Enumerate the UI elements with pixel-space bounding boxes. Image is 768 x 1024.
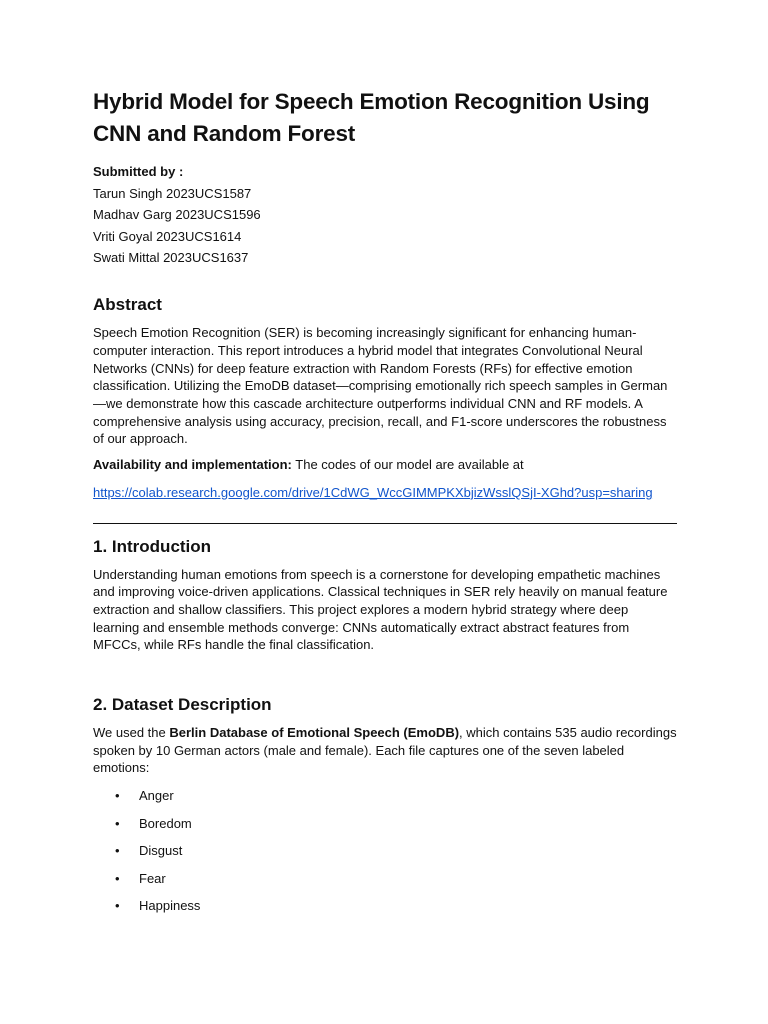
list-item <box>93 842 677 860</box>
bullet-icon: • <box>115 815 120 831</box>
dataset-name: Berlin Database of Emotional Speech (EmoDB) <box>169 725 460 741</box>
submitted-by-label: Submitted by : <box>93 164 184 179</box>
bullet-icon: • <box>115 788 120 804</box>
emotion-label: Disgust <box>139 843 183 859</box>
emotion-label: Anger <box>139 788 174 804</box>
author-name: Madhav Garg 2023UCS1596 <box>93 207 261 223</box>
bullet-icon: • <box>115 898 120 914</box>
introduction-text: Understanding human emotions from speech is a cornerstone for developing empathetic machines and improving voice-driven applications. Classical techniques in SER rely heavily on manual feature extraction and shallow classifiers. This project explores a modern hybrid strategy where deep learning and ensemble methods converge: CNNs automatically extract abstract features from MFCCs, while RFs handle the final classification. <box>93 566 668 653</box>
bullet-icon: • <box>115 843 120 859</box>
colab-link[interactable]: https://colab.research.google.com/drive/1CdWG_WccGIMMPKXbjizWsslQSjI-XGhd?usp=sharing <box>93 484 653 500</box>
document-title: Hybrid Model for Speech Emotion Recognition Using CNN and Random Forest <box>93 89 650 146</box>
availability-statement <box>93 456 677 474</box>
list-item <box>93 897 677 915</box>
dataset-text-end: , which contains 535 audio recordings spoken by 10 German actors (male and female). Each file captures one of the seven labeled emotions: <box>93 725 677 776</box>
dataset-text-start: We used the <box>93 725 170 741</box>
emotion-list <box>93 787 677 915</box>
bullet-icon: • <box>115 870 120 886</box>
abstract-heading: Abstract <box>93 295 162 315</box>
dataset-heading: 2. Dataset Description <box>93 695 272 715</box>
dataset-text <box>93 724 677 777</box>
emotion-label: Happiness <box>139 898 201 914</box>
author-name: Tarun Singh 2023UCS1587 <box>93 186 252 201</box>
introduction-heading: 1. Introduction <box>93 536 212 556</box>
section-divider <box>93 523 677 524</box>
author-name: Vriti Goyal 2023UCS1614 <box>93 228 242 244</box>
list-item <box>93 787 677 805</box>
list-item <box>93 870 677 888</box>
availability-text: The codes of our model are available at <box>291 457 524 473</box>
emotion-label: Boredom <box>139 815 192 831</box>
abstract-text: Speech Emotion Recognition (SER) is becoming increasingly significant for enhancing human-computer interaction. This report introduces a hybrid model that integrates Convolutional Neural Networks (CNNs) for deep feature extraction with Random Forests (RFs) for effective emotion classification. Utilizing the EmoDB dataset—comprising emotionally rich speech samples in German—we demonstrate how this cascade architecture outperforms individual CNN and RF models. A comprehensive analysis using accuracy, precision, recall, and F1-score underscores the robustness of our approach. <box>93 325 668 447</box>
availability-label: Availability and implementation: <box>93 457 292 473</box>
author-name: Swati Mittal 2023UCS1637 <box>93 249 249 265</box>
list-item <box>93 815 677 833</box>
document-page <box>93 86 677 925</box>
emotion-label: Fear <box>139 870 166 886</box>
author-block <box>93 162 677 268</box>
